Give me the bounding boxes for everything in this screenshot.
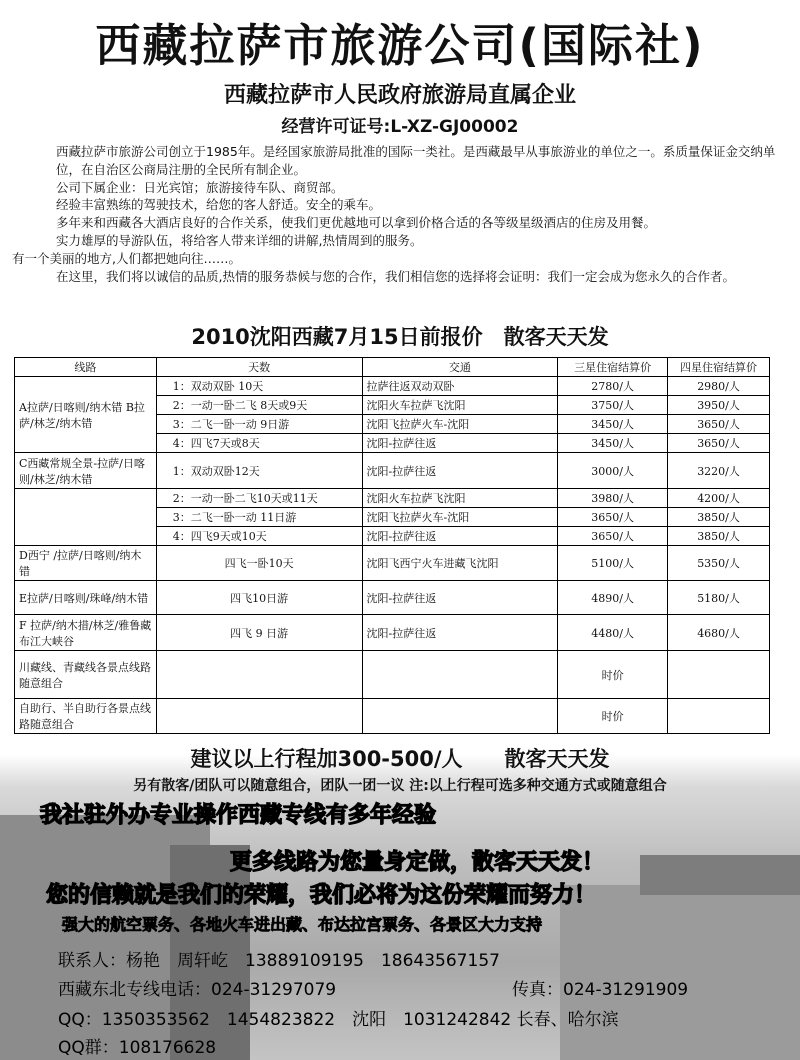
days-cell: 四飞一卧10天 — [156, 546, 362, 581]
price-four-star: 4680/人 — [668, 615, 770, 651]
price-four-star: 5350/人 — [668, 546, 770, 581]
header-transport: 交通 — [362, 358, 558, 377]
days-cell — [156, 699, 362, 734]
intro-paragraph: 公司下属企业：日光宾馆；旅游接待车队、商贸部。 — [56, 179, 344, 195]
contact-persons: 联系人：杨艳 周轩屹 13889109195 18643567157 — [58, 951, 500, 971]
price-four-star: 2980/人 — [668, 377, 770, 396]
intro-slogan: 有一个美丽的地方,人们都把她向往……。 — [12, 250, 241, 266]
table-row — [15, 651, 770, 699]
experience-slogan: 我社驻外办专业操作西藏专线有多年经验 — [40, 803, 437, 828]
qq-group: QQ群：108176628 — [58, 1038, 217, 1058]
price-four-star: 3650/人 — [668, 434, 770, 453]
price-three-star: 3450/人 — [558, 434, 668, 453]
table-row — [15, 699, 770, 734]
route-group-d: D西宁 /拉萨/日喀则/纳木错 — [15, 546, 157, 581]
days-cell: 四飞10日游 — [156, 581, 362, 615]
price-four-star: 4200/人 — [668, 489, 770, 508]
price-four-star: 3220/人 — [668, 453, 770, 489]
price-three-star: 3980/人 — [558, 489, 668, 508]
promo-footer — [0, 735, 800, 1060]
table-row — [15, 581, 770, 615]
transport-cell: 沈阳-拉萨往返 — [362, 453, 558, 489]
route-group-g: 川藏线、青藏线各景点线路随意组合 — [15, 651, 157, 699]
price-three-star: 3650/人 — [558, 527, 668, 546]
days-cell: 3：二飞一卧一动 11日游 — [156, 508, 362, 527]
services-slogan: 强大的航空票务、各地火车进出藏、布达拉宫票务、各景区大力支持 — [62, 915, 543, 934]
company-intro — [12, 143, 776, 285]
northeast-phone: 西藏东北专线电话：024-31297079 — [58, 980, 337, 1000]
days-cell: 1：双动双卧 10天 — [156, 377, 362, 396]
license-number: 经营许可证号:L-XZ-GJ00002 — [281, 117, 519, 137]
price-four-star: 3850/人 — [668, 527, 770, 546]
intro-paragraph: 实力雄厚的导游队伍，将给客人带来详细的讲解,热情周到的服务。 — [56, 232, 423, 248]
price-three-star: 5100/人 — [558, 546, 668, 581]
fax-number: 传真：024-31291909 — [512, 980, 689, 1000]
days-cell: 2：一动一卧二飞10天或11天 — [156, 489, 362, 508]
price-three-star: 3450/人 — [558, 415, 668, 434]
days-cell: 2：一动一卧二飞 8天或9天 — [156, 396, 362, 415]
price-three-star: 3650/人 — [558, 508, 668, 527]
intro-paragraph: 在这里，我们将以诚信的品质,热情的服务恭候与您的合作，我们相信您的选择将会证明：我们一定会成为您永久的合作者。 — [56, 268, 735, 284]
price-three-star: 3000/人 — [558, 453, 668, 489]
transport-cell: 沈阳火车拉萨飞沈阳 — [362, 396, 558, 415]
days-cell: 1：双动双卧12天 — [156, 453, 362, 489]
days-cell: 3：二飞一卧一动 9日游 — [156, 415, 362, 434]
price-four-star: 3650/人 — [668, 415, 770, 434]
qq-numbers: QQ：1350353562 1454823822 沈阳 1031242842 长春、哈尔滨 — [58, 1010, 619, 1030]
route-group-c-cont — [15, 489, 157, 546]
price-four-star — [668, 651, 770, 699]
price-heading: 2010沈阳西藏7月15日前报价 散客天天发 — [191, 325, 609, 349]
transport-cell: 沈阳火车拉萨飞沈阳 — [362, 489, 558, 508]
route-price-table — [14, 357, 770, 734]
transport-cell: 沈阳-拉萨往返 — [362, 581, 558, 615]
price-four-star: 5180/人 — [668, 581, 770, 615]
table-row — [15, 546, 770, 581]
price-three-star: 2780/人 — [558, 377, 668, 396]
price-four-star — [668, 699, 770, 734]
transport-cell: 沈阳飞拉萨火车-沈阳 — [362, 508, 558, 527]
table-row — [15, 489, 770, 508]
intro-paragraph: 西藏拉萨市旅游公司创立于1985年。是经国家旅游局批准的国际一类社。是西藏最早从事旅游业的单位之一。系质量保证金交纳单位，在自治区公商局注册的全民所有制企业。 — [56, 144, 776, 177]
days-cell: 4：四飞9天或10天 — [156, 527, 362, 546]
price-four-star: 3950/人 — [668, 396, 770, 415]
group-note: 另有散客/团队可以随意组合，团队一团一议 注:以上行程可选多种交通方式或随意组合 — [133, 778, 667, 794]
header-three-star: 三星住宿结算价 — [558, 358, 668, 377]
table-row — [15, 615, 770, 651]
price-three-star: 4890/人 — [558, 581, 668, 615]
intro-paragraph: 多年来和西藏各大酒店良好的合作关系，使我们更优越地可以拿到价格合适的各等级星级酒店的住房及用餐。 — [56, 215, 657, 231]
transport-cell: 沈阳飞拉萨火车-沈阳 — [362, 415, 558, 434]
table-header-row — [15, 358, 770, 377]
days-cell: 四飞 9 日游 — [156, 615, 362, 651]
header-route: 线路 — [15, 358, 157, 377]
route-group-h: 自助行、半自助行各景点线路随意组合 — [15, 699, 157, 734]
days-cell — [156, 651, 362, 699]
transport-cell — [362, 699, 558, 734]
price-note: 建议以上行程加300-500/人 散客天天发 — [190, 747, 610, 771]
trust-slogan: 您的信赖就是我们的荣耀，我们必将为这份荣耀而努力！ — [46, 883, 597, 908]
price-three-star: 时价 — [558, 651, 668, 699]
table-row — [15, 453, 770, 489]
price-three-star: 3750/人 — [558, 396, 668, 415]
company-title: 西藏拉萨市旅游公司(国际社) — [95, 19, 705, 72]
route-group-e: E拉萨/日喀则/珠峰/纳木错 — [15, 581, 157, 615]
transport-cell: 沈阳-拉萨往返 — [362, 434, 558, 453]
price-three-star: 时价 — [558, 699, 668, 734]
transport-cell: 拉萨往返双动双卧 — [362, 377, 558, 396]
transport-cell — [362, 651, 558, 699]
header-four-star: 四星住宿结算价 — [668, 358, 770, 377]
intro-paragraph: 经验丰富熟练的驾驶技术，给您的客人舒适。安全的乘车。 — [56, 197, 382, 213]
background-building — [560, 885, 800, 1060]
route-group-c: C西藏常规全景-拉萨/日喀则/林芝/纳木错 — [15, 453, 157, 489]
transport-cell: 沈阳-拉萨往返 — [362, 527, 558, 546]
route-group-a: A拉萨/日喀则/纳木错 B拉萨/林芝/纳木错 — [15, 377, 157, 453]
company-subtitle: 西藏拉萨市人民政府旅游局直属企业 — [223, 83, 576, 108]
custom-route-slogan: 更多线路为您量身定做，散客天天发！ — [230, 850, 605, 875]
background-building — [640, 855, 800, 895]
header-days: 天数 — [156, 358, 362, 377]
days-cell: 4：四飞7天或8天 — [156, 434, 362, 453]
price-four-star: 3850/人 — [668, 508, 770, 527]
route-group-f: F 拉萨/纳木措/林芝/雅鲁藏布江大峡谷 — [15, 615, 157, 651]
price-three-star: 4480/人 — [558, 615, 668, 651]
transport-cell: 沈阳-拉萨往返 — [362, 615, 558, 651]
transport-cell: 沈阳飞西宁火车进藏飞沈阳 — [362, 546, 558, 581]
table-row — [15, 377, 770, 396]
